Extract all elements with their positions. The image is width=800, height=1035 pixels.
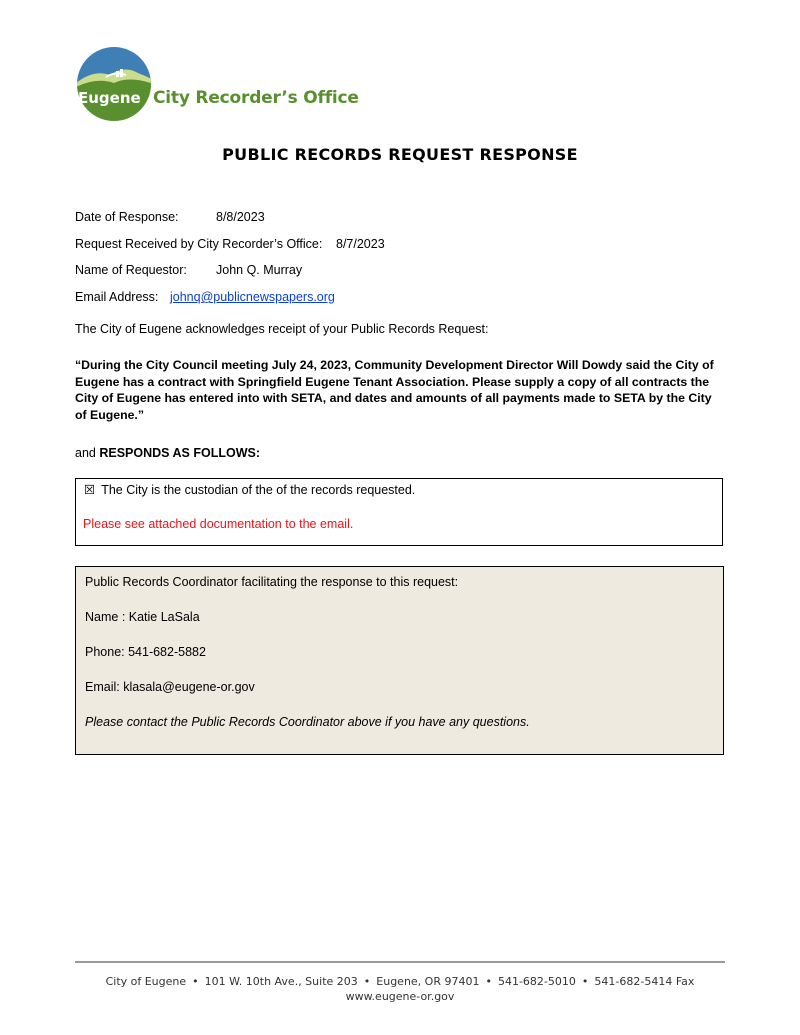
responds-prefix: and (75, 446, 96, 460)
custodian-line (84, 482, 415, 497)
eugene-logo (76, 47, 156, 122)
footer-divider (75, 961, 725, 963)
responds-line (75, 445, 260, 461)
email-link[interactable]: johnq@publicnewspapers.org (170, 290, 335, 304)
logo-word: Eugene (78, 89, 141, 107)
requestor-label: Name of Requestor: (75, 263, 187, 277)
date-label: Date of Response: (75, 210, 179, 224)
coordinator-email: Email: klasala@eugene-or.gov (85, 680, 255, 694)
coordinator-phone: Phone: 541-682-5882 (85, 645, 206, 659)
bullet-separator: • (363, 975, 371, 988)
email-label: Email Address: (75, 290, 159, 304)
custodian-text: The City is the custodian of the of the records requested. (101, 483, 416, 497)
page-title: PUBLIC RECORDS REQUEST RESPONSE (222, 145, 578, 164)
footer-city: Eugene, OR 97401 (376, 975, 480, 988)
received-label: Request Received by City Recorder’s Office: (75, 237, 323, 251)
coordinator-intro: Public Records Coordinator facilitating the response to this request: (85, 575, 459, 589)
checkbox-checked-icon: ☒ (84, 483, 96, 497)
requestor-value: John Q. Murray (216, 263, 303, 277)
footer-contact (0, 975, 800, 988)
footer-fax: 541-682-5414 Fax (594, 975, 695, 988)
acknowledgement-text: The City of Eugene acknowledges receipt of your Public Records Request: (75, 322, 489, 336)
coordinator-box (75, 566, 724, 755)
bullet-separator: • (485, 975, 492, 988)
office-name: City Recorder’s Office (153, 88, 359, 108)
footer-address: 101 W. 10th Ave., Suite 203 (204, 975, 358, 988)
footer-org: City of Eugene (105, 975, 187, 988)
response-box (75, 478, 723, 546)
bullet-separator: • (581, 975, 589, 988)
coordinator-name: Name : Katie LaSala (85, 610, 200, 624)
request-quote: “During the City Council meeting July 24, 2023, Community Development Director Will Dowdy said the City of Eugene has a contract with Springfield Eugene Tenant Association. Please supply a copy of all contracts the City of Eugene has entered into with SETA, and dates and amounts of all payments made to SETA by the City of Eugene.” (75, 358, 714, 422)
bullet-separator: • (192, 975, 199, 988)
coordinator-closing: Please contact the Public Records Coordinator above if you have any questions. (85, 715, 530, 729)
footer-website[interactable]: www.eugene-or.gov (345, 990, 455, 1003)
attachment-note: Please see attached documentation to the email. (83, 517, 354, 531)
responds-heading: RESPONDS AS FOLLOWS: (99, 446, 260, 460)
date-value: 8/8/2023 (216, 210, 265, 224)
footer-phone: 541-682-5010 (497, 975, 576, 988)
received-value: 8/7/2023 (336, 237, 385, 251)
